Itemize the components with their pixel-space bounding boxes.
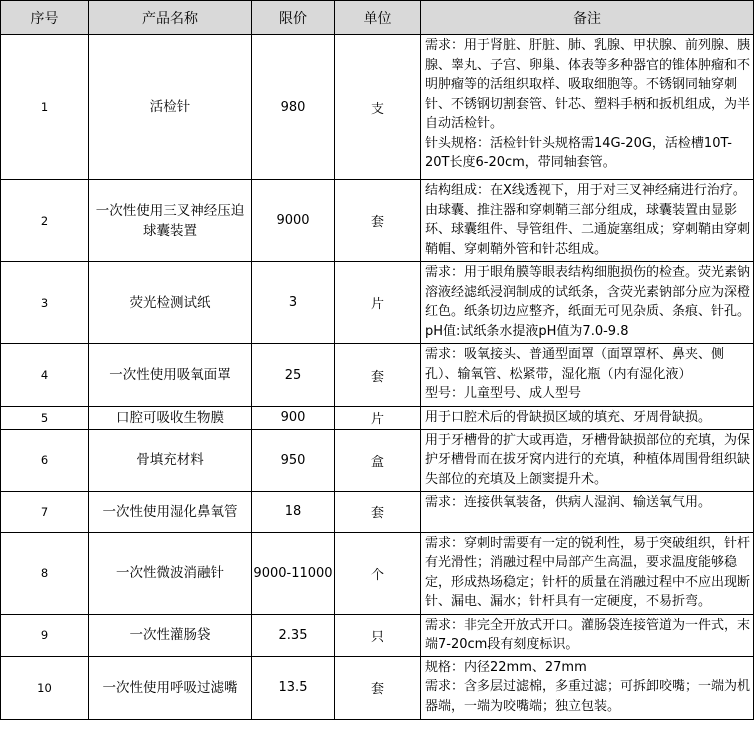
row-serial-number: 9 — [1, 614, 89, 656]
row-product-name: 一次性灌肠袋 — [89, 614, 252, 656]
row-serial-number: 7 — [1, 491, 89, 532]
row-serial-number: 10 — [1, 656, 89, 719]
remarks-paragraph: 针头规格：活检针针头规格需14G-20G，活检槽10T-20T长度6-20cm，带同轴套管。 — [425, 135, 732, 170]
row-price-limit: 9000-11000 — [252, 532, 335, 614]
row-unit: 支 — [335, 35, 421, 180]
row-unit: 盒 — [335, 429, 421, 491]
row-serial-number: 3 — [1, 262, 89, 344]
table-row — [1, 429, 754, 491]
table-row — [1, 491, 754, 532]
row-price-limit: 25 — [252, 344, 335, 407]
row-remarks — [421, 491, 754, 532]
row-product-name: 骨填充材料 — [89, 429, 252, 491]
row-remarks — [421, 614, 754, 656]
table-row — [1, 656, 754, 719]
row-price-limit: 18 — [252, 491, 335, 532]
row-price-limit: 980 — [252, 35, 335, 180]
row-remarks — [421, 35, 754, 180]
remarks-paragraph: 用于口腔术后的骨缺损区域的填充、牙周骨缺损。 — [425, 410, 712, 425]
row-serial-number: 4 — [1, 344, 89, 407]
row-unit: 个 — [335, 532, 421, 614]
row-remarks — [421, 656, 754, 719]
row-product-name: 一次性使用吸氧面罩 — [89, 344, 252, 407]
row-product-name: 荧光检测试纸 — [89, 262, 252, 344]
table-row — [1, 614, 754, 656]
row-unit: 套 — [335, 344, 421, 407]
row-product-name: 一次性使用三叉神经压迫球囊装置 — [89, 180, 252, 262]
remarks-paragraph: 需求：用于肾脏、肝脏、肺、乳腺、甲状腺、前列腺、胰腺、睾丸、子宫、卵巢、体表等多种器官的锥体肿瘤和不明肿瘤等的活组织取样、吸取细胞等。不锈钢同轴穿刺针、不锈钢切割套管、针芯、塑料手柄和扳机组成，为半自动活检针。 — [425, 38, 751, 131]
remarks-paragraph: 需求：非完全开放式开口。灌肠袋连接管道为一件式，末端7-20cm段有刻度标识。 — [425, 617, 751, 652]
row-product-name: 一次性微波消融针 — [89, 532, 252, 614]
row-product-name: 口腔可吸收生物膜 — [89, 407, 252, 430]
row-unit: 套 — [335, 491, 421, 532]
row-price-limit: 3 — [252, 262, 335, 344]
table-row — [1, 344, 754, 407]
table-row — [1, 180, 754, 262]
header-price-limit: 限价 — [252, 1, 335, 35]
table-row — [1, 407, 754, 430]
row-product-name: 一次性使用湿化鼻氧管 — [89, 491, 252, 532]
row-serial-number: 8 — [1, 532, 89, 614]
header-product-name: 产品名称 — [89, 1, 252, 35]
remarks-paragraph: 需求：吸氧接头、普通型面罩（面罩罩杯、鼻夹、侧孔）、输氧管、松紧带，湿化瓶（内有湿化液） — [425, 347, 725, 382]
table-header-row — [1, 1, 754, 35]
header-unit: 单位 — [335, 1, 421, 35]
row-serial-number: 2 — [1, 180, 89, 262]
row-unit: 套 — [335, 656, 421, 719]
row-unit: 片 — [335, 407, 421, 430]
row-serial-number: 6 — [1, 429, 89, 491]
table-row — [1, 532, 754, 614]
row-remarks — [421, 532, 754, 614]
table-body — [1, 35, 754, 720]
remarks-paragraph: 需求：穿刺时需要有一定的锐利性，易于突破组织，针杆有光滑性；消融过程中局部产生高温，要求温度能够稳定，形成热场稳定；针杆的质量在消融过程中不应出现断针、漏电、漏水；针杆具有一定硬度，不易折弯。 — [425, 535, 751, 609]
header-serial-number: 序号 — [1, 1, 89, 35]
row-remarks — [421, 407, 754, 430]
row-remarks — [421, 344, 754, 407]
remarks-paragraph: 需求：含多层过滤棉，多重过滤；可拆卸咬嘴；一端为机器端，一端为咬嘴端；独立包装。 — [425, 679, 751, 714]
remarks-paragraph: 需求：连接供氧装备，供病人湿润、输送氧气用。 — [425, 494, 712, 510]
row-remarks — [421, 180, 754, 262]
remarks-paragraph: 需求：用于眼角膜等眼表结构细胞损伤的检查。荧光素钠溶液经滤纸浸润制成的试纸条，含荧光素钠部分应为深橙红色。纸条切边应整齐，纸面无可见杂质、条痕、针孔。pH值:试纸条水提液pH值为7.0-9.8 — [425, 265, 751, 339]
remarks-paragraph: 用于牙槽骨的扩大或再造，牙槽骨缺损部位的充填，为保护牙槽骨而在拔牙窝内进行的充填，种植体周围骨组织缺失部位的充填及上颌窦提升术。 — [425, 432, 751, 487]
header-remarks: 备注 — [421, 1, 754, 35]
row-unit: 套 — [335, 180, 421, 262]
row-serial-number: 1 — [1, 35, 89, 180]
remarks-paragraph: 型号：儿童型号、成人型号 — [425, 386, 582, 401]
remarks-paragraph: 规格：内径22mm、27mm — [425, 659, 587, 675]
row-remarks — [421, 262, 754, 344]
row-price-limit: 13.5 — [252, 656, 335, 719]
row-unit: 片 — [335, 262, 421, 344]
table-row — [1, 35, 754, 180]
row-price-limit: 950 — [252, 429, 335, 491]
row-product-name: 活检针 — [89, 35, 252, 180]
remarks-paragraph: 结构组成：在X线透视下，用于对三叉神经痛进行治疗。由球囊、推注器和穿刺鞘三部分组成，球囊装置由显影环、球囊组件、导管组件、二通旋塞组成；穿刺鞘由穿刺鞘帽、穿刺鞘外管和针芯组成。 — [425, 183, 751, 257]
table-row — [1, 262, 754, 344]
row-price-limit: 9000 — [252, 180, 335, 262]
row-serial-number: 5 — [1, 407, 89, 430]
row-price-limit: 2.35 — [252, 614, 335, 656]
row-remarks — [421, 429, 754, 491]
row-price-limit: 900 — [252, 407, 335, 430]
row-unit: 只 — [335, 614, 421, 656]
row-product-name: 一次性使用呼吸过滤嘴 — [89, 656, 252, 719]
